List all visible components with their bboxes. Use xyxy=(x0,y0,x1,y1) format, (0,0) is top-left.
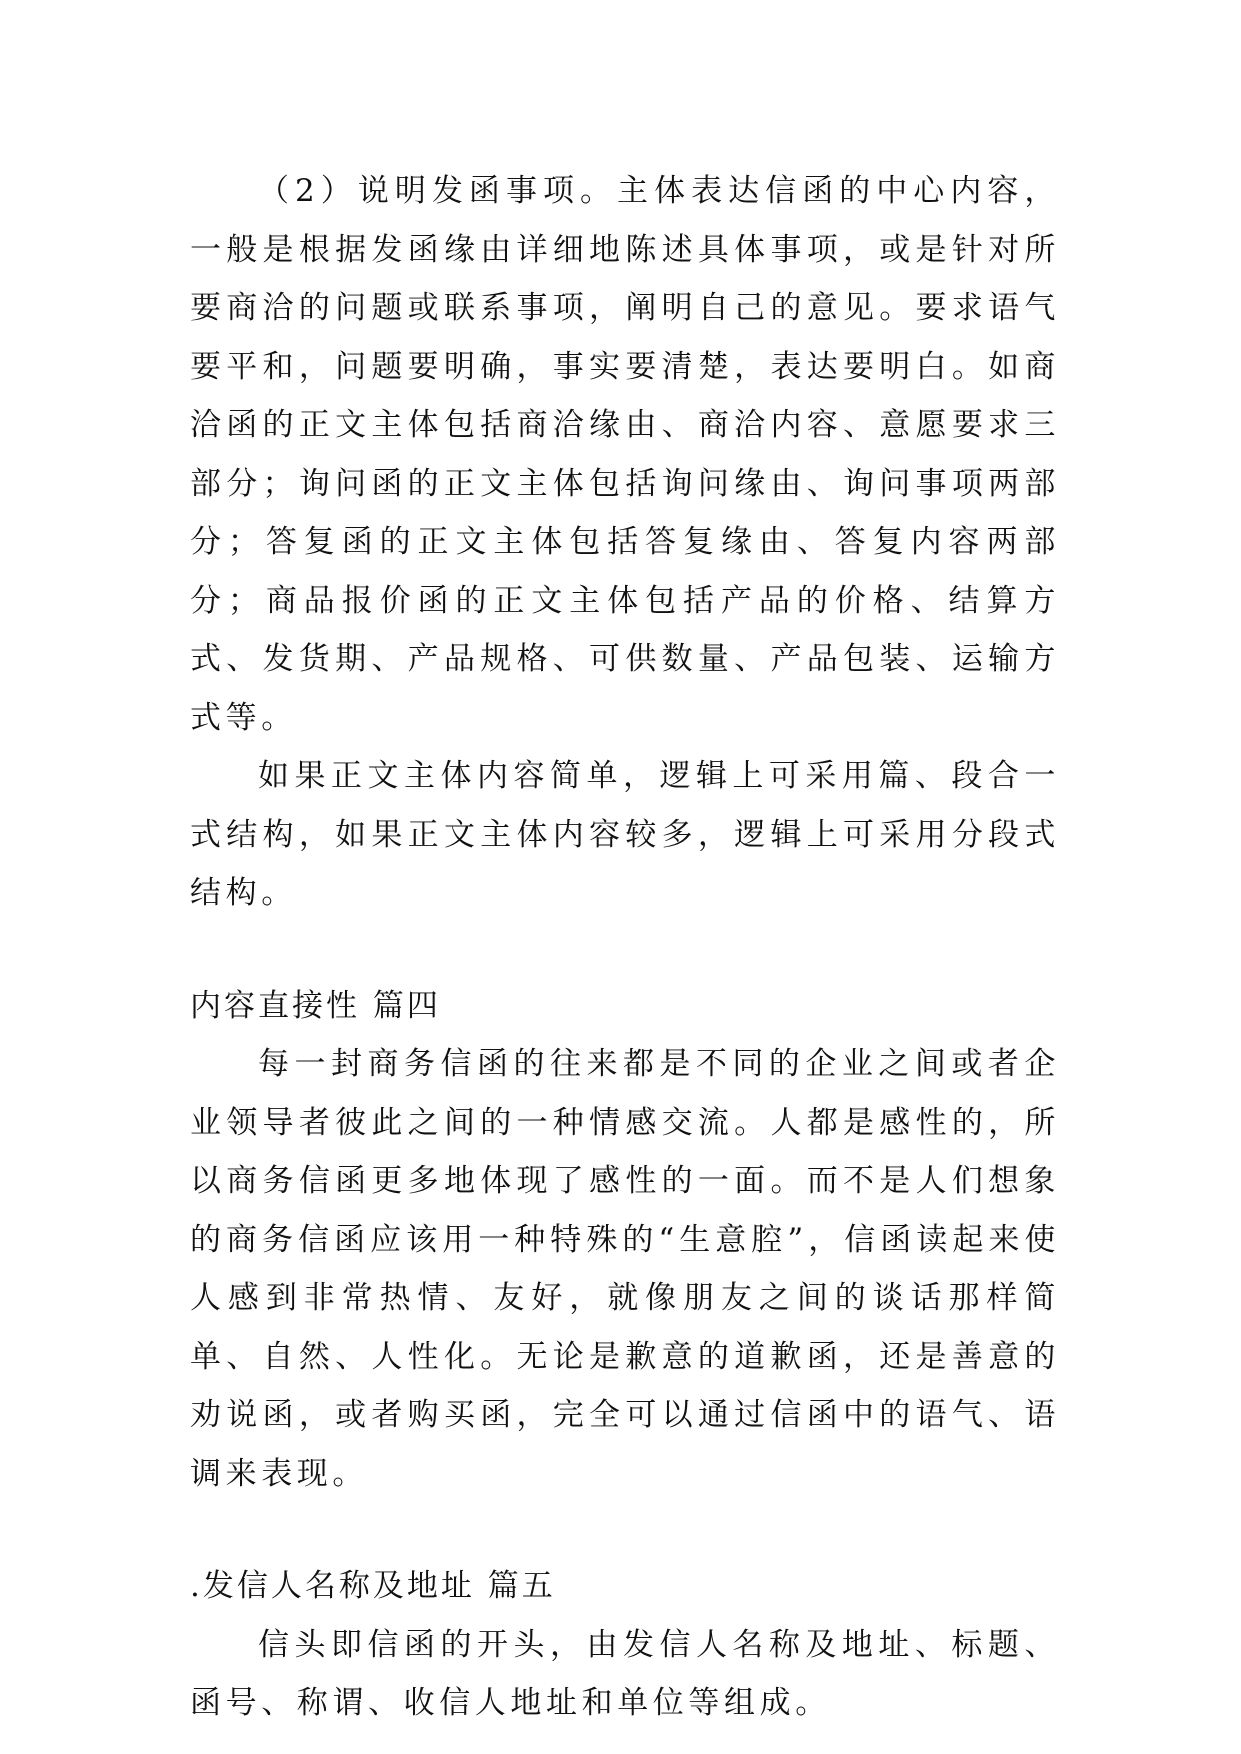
section-fahan-shixiang xyxy=(190,162,1060,923)
section-pian-wu xyxy=(190,1557,1060,1733)
body-paragraph: 如果正文主体内容简单，逻辑上可采用篇、段合一式结构，如果正文主体内容较多，逻辑上可采用分段式结构。 xyxy=(190,758,1060,911)
section-heading: 内容直接性 篇四 xyxy=(190,987,441,1024)
section-spacer xyxy=(190,923,1060,977)
section-spacer xyxy=(190,1503,1060,1557)
body-paragraph: 信头即信函的开头，由发信人名称及地址、标题、函号、称谓、收信人地址和单位等组成。 xyxy=(190,1626,1060,1721)
document-body xyxy=(190,162,1060,1733)
body-paragraph: 每一封商务信函的往来都是不同的企业之间或者企业领导者彼此之间的一种情感交流。人都是感性的，所以商务信函更多地体现了感性的一面。而不是人们想象的商务信函应该用一种特殊的“生意腔”，信函读起来使人感到非常热情、友好，就像朋友之间的谈话那样简单、自然、人性化。无论是歉意的道歉函，还是善意的劝说函，或者购买函，完全可以通过信函中的语气、语调来表现。 xyxy=(190,1046,1060,1492)
section-pian-si xyxy=(190,977,1060,1504)
body-paragraph: （2）说明发函事项。主体表达信函的中心内容，一般是根据发函缘由详细地陈述具体事项，或是针对所要商洽的问题或联系事项，阐明自己的意见。要求语气要平和，问题要明确，事实要清楚，表达要明白。如商洽函的正文主体包括商洽缘由、商洽内容、意愿要求三部分；询问函的正文主体包括询问缘由、询问事项两部分；答复函的正文主体包括答复缘由、答复内容两部分；商品报价函的正文主体包括产品的价格、结算方式、发货期、产品规格、可供数量、产品包装、运输方式等。 xyxy=(190,173,1060,736)
section-heading: .发信人名称及地址 篇五 xyxy=(190,1568,556,1604)
